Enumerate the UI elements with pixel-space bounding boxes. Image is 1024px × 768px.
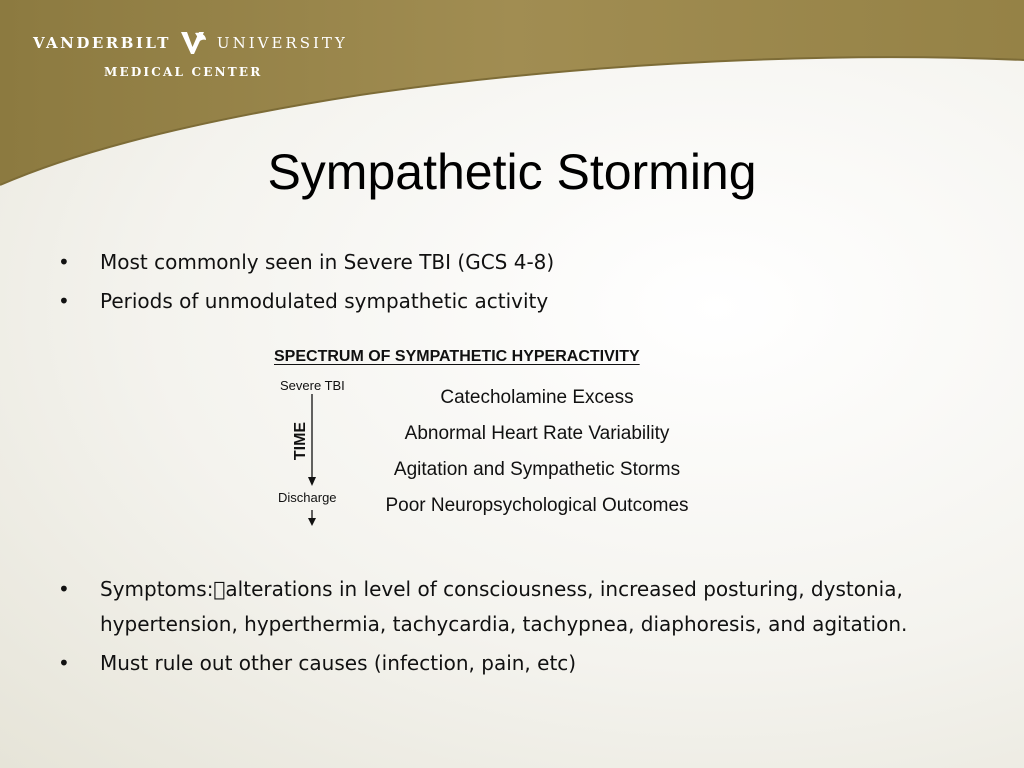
bullet-list-bottom <box>58 572 938 685</box>
bullet-item: • Periods of unmodulated sympathetic activity <box>58 284 938 319</box>
spectrum-item: Agitation and Sympathetic Storms <box>393 459 681 480</box>
figure-title: SPECTRUM OF SYMPATHETIC HYPERACTIVITY <box>274 348 640 365</box>
timeline-start-label: Severe TBI <box>280 378 345 393</box>
spectrum-item: Abnormal Heart Rate Variability <box>404 423 670 444</box>
timeline-axis-label: TIME <box>292 421 309 461</box>
oak-leaf-v-icon <box>179 30 209 56</box>
bullet-item: • Symptoms: alterations in level of consciousness, increased posturing, dystonia, hypertension, hyperthermia, tachycardia, tachypnea, diaphoresis, and agitation. <box>58 572 938 642</box>
bullet-item: • Must rule out other causes (infection, pain, etc) <box>58 646 938 681</box>
bullet-item: • Most commonly seen in Severe TBI (GCS 4-8) <box>58 245 938 280</box>
logo-subtitle: MEDICAL CENTER <box>104 65 263 79</box>
arrowhead-icon <box>308 518 316 526</box>
arrowhead-icon <box>308 477 316 486</box>
university-logo <box>33 31 348 55</box>
spectrum-item: Catecholamine Excess <box>440 387 634 408</box>
spectrum-item: Poor Neuropsychological Outcomes <box>385 495 689 516</box>
logo-word-vanderbilt: VANDERBILT <box>33 34 171 52</box>
timeline-end-label: Discharge <box>278 490 337 505</box>
logo-word-university: UNIVERSITY <box>216 34 348 52</box>
bullet-list-top <box>58 245 938 323</box>
slide-title: Sympathetic Storming <box>267 144 757 200</box>
spectrum-figure <box>262 342 732 534</box>
spectrum-list <box>352 384 722 528</box>
